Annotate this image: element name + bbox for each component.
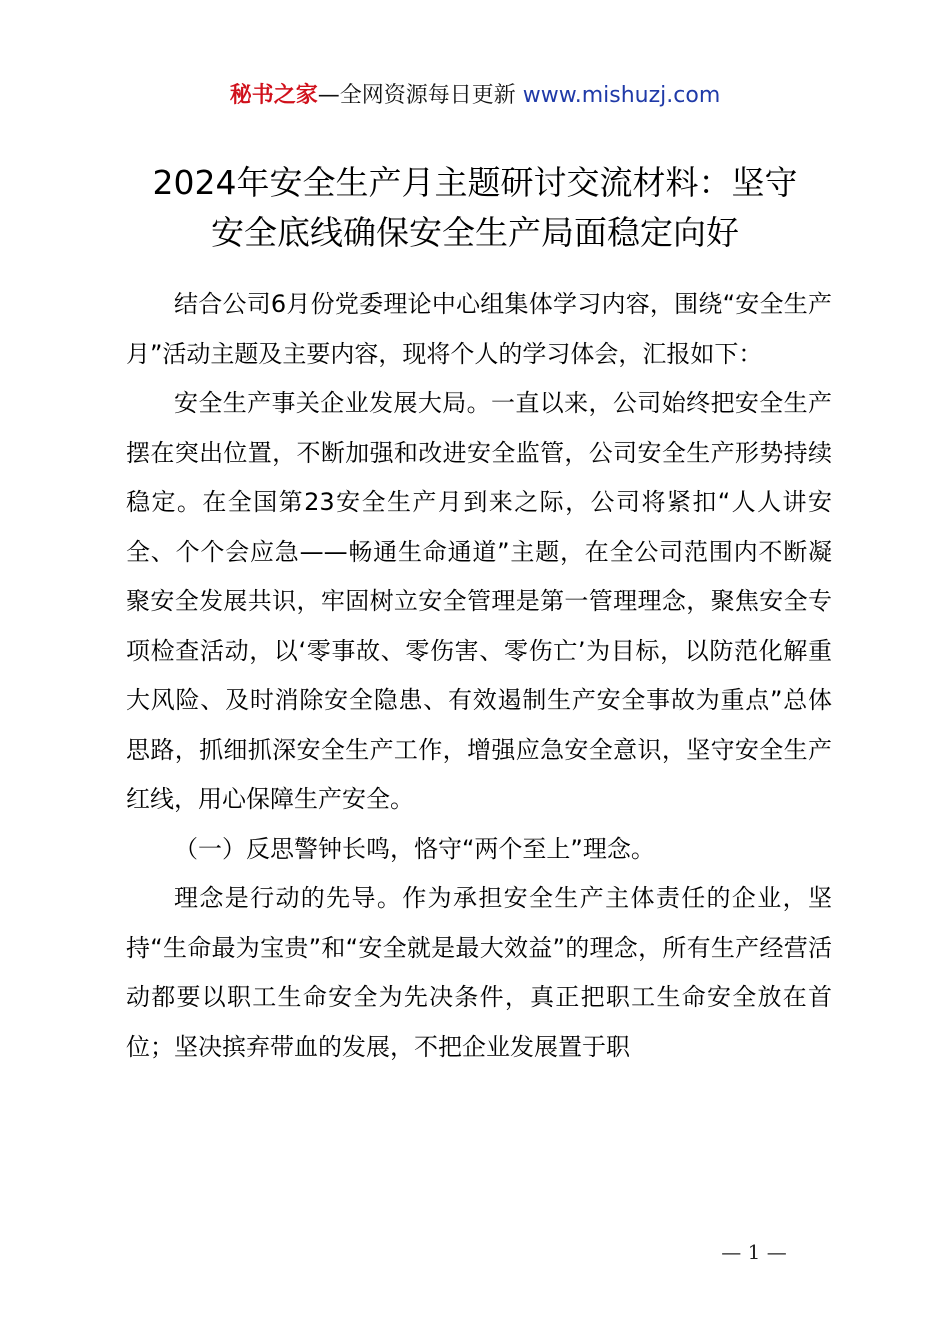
site-tagline: —全网资源每日更新 <box>317 83 516 108</box>
paragraph-intro: 结合公司6月份党委理论中心组集体学习内容，围绕“安全生产月”活动主题及主要内容，现将个人的学习体会，汇报如下： <box>126 290 832 368</box>
section-heading-1: （一）反思警钟长鸣，恪守“两个至上”理念。 <box>174 834 655 863</box>
document-body <box>126 280 832 1072</box>
paragraph-section-1: 理念是行动的先导。作为承担安全生产主体责任的企业，坚持“生命最为宝贵”和“安全就是最大效益”的理念，所有生产经营活动都要以职工生命安全为先决条件，真正把职工生命安全放在首位；坚决摈弃带血的发展，不把企业发展置于职 <box>126 884 832 1061</box>
page-number: — 1 — <box>721 1240 787 1264</box>
site-brand: 秘书之家 <box>229 83 318 108</box>
site-header <box>0 80 950 112</box>
site-url-link[interactable]: www.mishuzj.com <box>522 83 721 108</box>
document-title <box>100 158 850 258</box>
paragraph-overview: 安全生产事关企业发展大局。一直以来，公司始终把安全生产摆在突出位置，不断加强和改进安全监管，公司安全生产形势持续稳定。在全国第23安全生产月到来之际，公司将紧扣“人人讲安全、个个会应急——畅通生命通道”主题，在全公司范围内不断凝聚安全发展共识，牢固树立安全管理是第一管理理念，聚焦安全专项检查活动，以‘零事故、零伤害、零伤亡’为目标，以防范化解重大风险、及时消除安全隐患、有效遏制生产安全事故为重点”总体思路，抓细抓深安全生产工作，增强应急安全意识，坚守安全生产红线，用心保障生产安全。 <box>126 389 832 813</box>
title-line-1: 2024年安全生产月主题研讨交流材料：坚守 <box>152 163 798 202</box>
title-line-2: 安全底线确保安全生产局面稳定向好 <box>211 213 739 252</box>
